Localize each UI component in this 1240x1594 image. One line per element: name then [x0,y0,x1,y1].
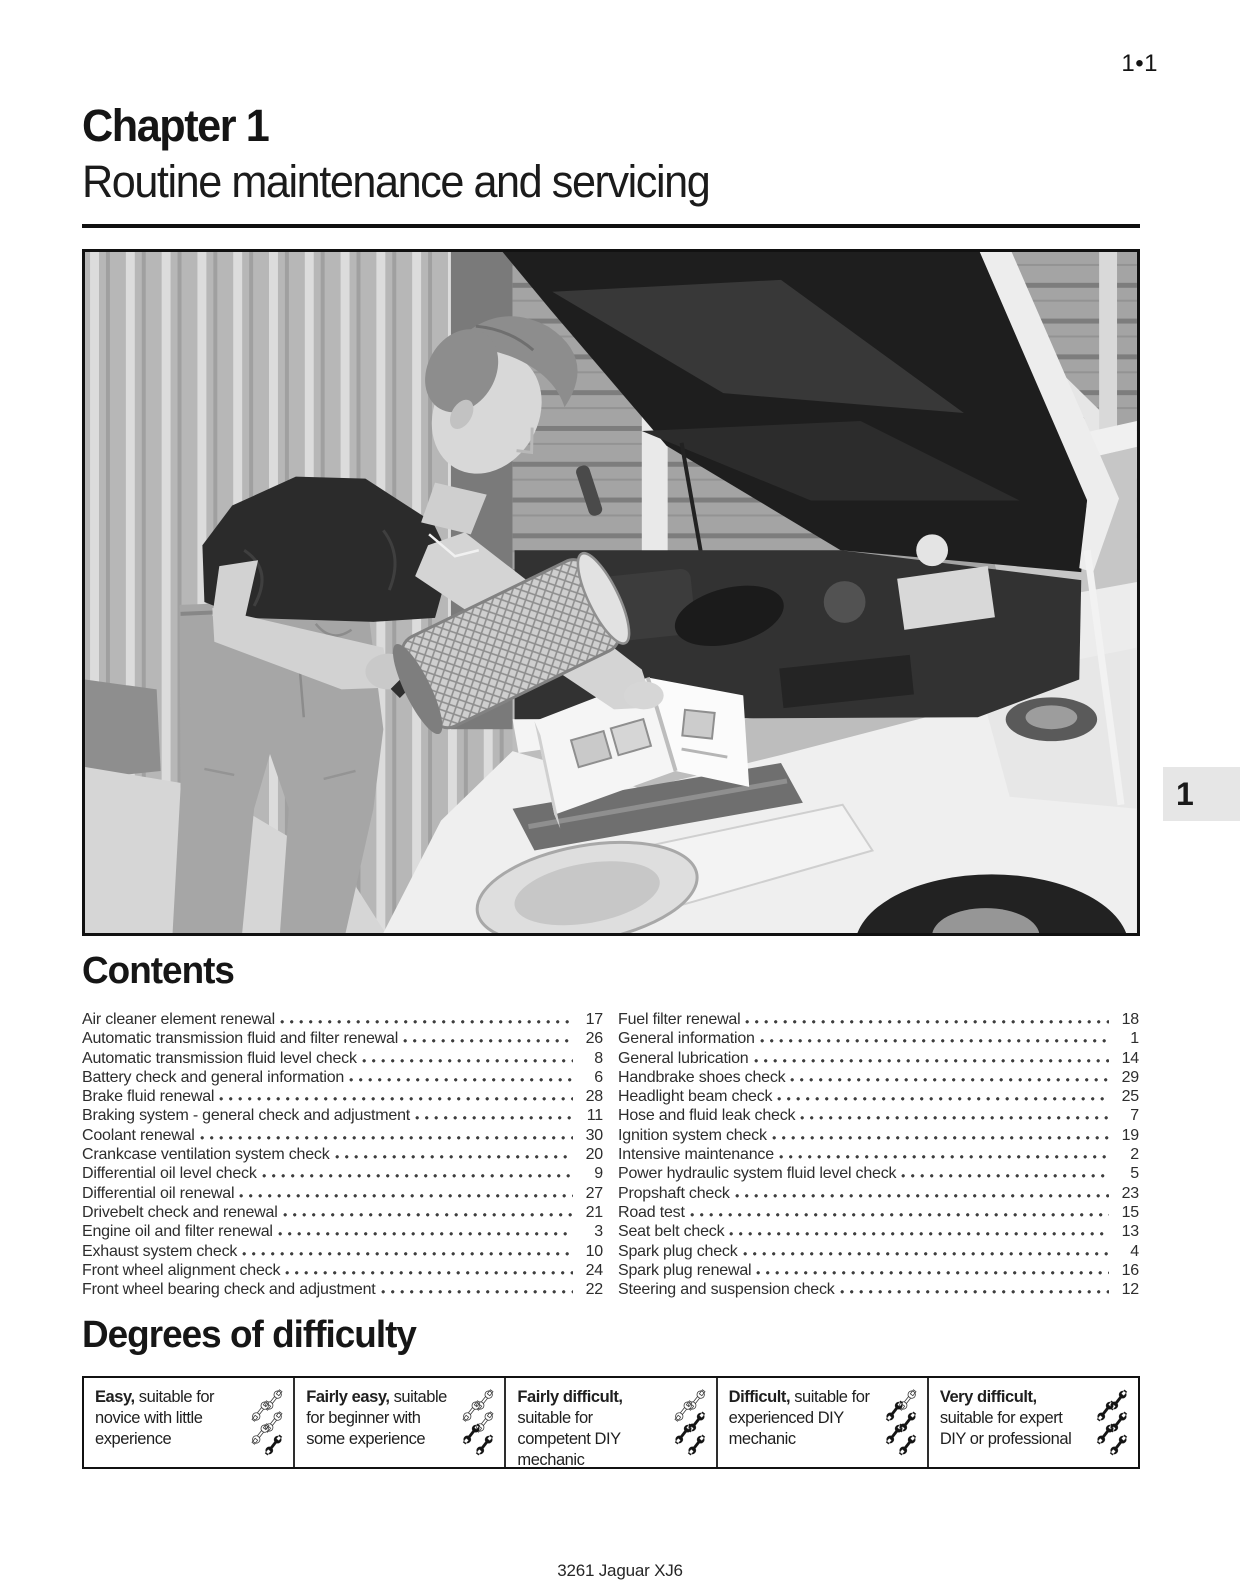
chapter-title: Chapter 1 [82,100,269,151]
toc-item-page: 23 [1121,1184,1139,1202]
toc-item [82,1242,603,1261]
difficulty-level-name: Difficult, [728,1388,791,1406]
toc-item-label: Automatic transmission fluid level check [82,1049,357,1067]
spanner-rating [879,1387,925,1461]
toc-item-page: 21 [585,1203,603,1221]
toc-item-label: Engine oil and filter renewal [82,1223,273,1241]
chapter-thumb-tab: 1 [1163,767,1240,821]
toc-item-label: Ignition system check [618,1126,767,1144]
difficulty-level-text [940,1387,1090,1461]
toc-item [82,1126,603,1145]
toc-item-label: Air cleaner element renewal [82,1011,275,1028]
spanner-rating [245,1387,291,1461]
toc-item-page: 24 [585,1261,603,1279]
difficulty-level [927,1378,1138,1467]
difficulty-level [84,1378,293,1467]
toc-item-page: 6 [594,1068,603,1086]
toc-dotted-leader [403,1039,573,1043]
toc-item [82,1106,603,1125]
toc-right-column [618,1010,1139,1299]
toc-item [82,1203,603,1222]
toc-item [82,1184,603,1203]
difficulty-heading: Degrees of difficulty [82,1314,416,1356]
chapter-subtitle: Routine maintenance and servicing [82,156,710,207]
toc-item-page: 8 [594,1049,603,1067]
difficulty-level-name: Very difficult, [939,1388,1037,1406]
difficulty-level-text [517,1387,667,1469]
difficulty-level-text [729,1387,879,1461]
toc-dotted-leader [743,1252,1109,1256]
toc-dotted-leader [381,1290,573,1294]
toc-item-label: Drivebelt check and renewal [82,1203,278,1221]
toc-dotted-leader [735,1194,1109,1198]
toc-item-label: Battery check and general information [82,1068,345,1086]
toc-item-page: 3 [594,1223,603,1241]
difficulty-section [82,1314,1140,1469]
toc-item [618,1261,1139,1280]
toc-item [82,1280,603,1299]
toc-dotted-leader [415,1116,573,1120]
toc-item [82,1087,603,1106]
toc-item-page: 11 [586,1107,603,1125]
difficulty-level-text [306,1387,456,1461]
toc-item [618,1049,1139,1068]
toc-dotted-leader [754,1059,1110,1063]
photo-mechanic-engine-bay [82,249,1140,936]
toc-dotted-leader [800,1116,1109,1120]
toc-item-page: 2 [1130,1146,1139,1164]
toc-item-label: Seat belt check [618,1223,725,1241]
photo-illustration [85,252,1137,933]
toc-item-label: Differential oil renewal [82,1184,235,1202]
toc-dotted-leader [772,1136,1109,1140]
toc-item-label: Crankcase ventilation system check [82,1146,330,1164]
toc-item-page: 17 [585,1011,603,1028]
toc-item [618,1280,1139,1299]
toc-item-page: 15 [1121,1203,1139,1221]
toc-item [618,1184,1139,1203]
toc-dotted-leader [840,1290,1109,1294]
toc-item [618,1242,1139,1261]
toc-item [82,1068,603,1087]
chapter-header [82,100,1140,208]
toc-item-label: General information [618,1030,755,1048]
toc-item-label: Automatic transmission fluid and filter renewal [82,1030,399,1048]
toc-item [82,1029,603,1048]
toc-dotted-leader [335,1155,573,1159]
toc-item [82,1164,603,1183]
difficulty-level [716,1378,927,1467]
toc-dotted-leader [760,1039,1109,1043]
toc-item-page: 10 [585,1242,603,1260]
toc-dotted-leader [239,1194,573,1198]
toc-item-page: 12 [1121,1281,1139,1299]
toc-item [82,1049,603,1068]
toc-item-page: 20 [585,1146,603,1164]
difficulty-level-description: suitable for beginner with some experience [306,1388,447,1448]
toc-item-page: 22 [585,1281,603,1299]
toc-item-label: Coolant renewal [82,1126,195,1144]
spanner-rating [1090,1387,1136,1461]
toc-item-label: Front wheel alignment check [82,1261,281,1279]
toc-dotted-leader [219,1097,573,1101]
toc-dotted-leader [285,1271,573,1275]
toc-item-label: Road test [618,1203,685,1221]
toc-item-label: Intensive maintenance [618,1146,774,1164]
toc-item-label: Spark plug check [618,1242,738,1260]
toc-dotted-leader [690,1213,1109,1217]
difficulty-level [504,1378,715,1467]
toc-item-label: Brake fluid renewal [82,1088,215,1106]
toc-dotted-leader [242,1252,573,1256]
toc-item-label: Hose and fluid leak check [618,1107,796,1125]
toc-item-page: 1 [1130,1030,1139,1048]
toc-item-page: 27 [585,1184,603,1202]
toc-dotted-leader [262,1174,573,1178]
toc-dotted-leader [729,1232,1109,1236]
toc-item [618,1087,1139,1106]
toc-item-label: Power hydraulic system fluid level check [618,1165,897,1183]
toc-item-page: 30 [585,1126,603,1144]
toc-item-page: 7 [1130,1107,1139,1125]
toc-item-label: Steering and suspension check [618,1281,835,1299]
difficulty-box [82,1376,1140,1469]
difficulty-level [293,1378,504,1467]
toc-item [82,1222,603,1241]
toc-item-label: Fuel filter renewal [618,1011,741,1028]
toc-item [618,1203,1139,1222]
toc-dotted-leader [790,1078,1109,1082]
toc-left-column [82,1010,603,1299]
toc-item-page: 9 [594,1165,603,1183]
difficulty-level-name: Fairly easy, [306,1388,390,1406]
toc-item [618,1106,1139,1125]
toc-item-page: 26 [585,1030,603,1048]
difficulty-level-description: suitable for experienced DIY mechanic [728,1388,870,1448]
difficulty-level-name: Fairly difficult, [517,1388,623,1406]
contents-heading: Contents [82,950,234,992]
toc-item-page: 18 [1121,1011,1139,1028]
toc-item-label: Spark plug renewal [618,1261,752,1279]
difficulty-level-description: suitable for novice with little experience [95,1388,215,1448]
toc-dotted-leader [777,1097,1109,1101]
toc-item-page: 13 [1121,1223,1139,1241]
toc-item-label: Braking system - general check and adjustment [82,1107,411,1125]
toc-item [618,1029,1139,1048]
toc-dotted-leader [349,1078,573,1082]
toc-item [618,1126,1139,1145]
toc-item [82,1145,603,1164]
toc-item-page: 28 [585,1088,603,1106]
toc-dotted-leader [745,1020,1109,1024]
toc-item [618,1068,1139,1087]
toc-item-label: Propshaft check [618,1184,730,1202]
toc-item [82,1010,603,1029]
toc-item-page: 16 [1121,1261,1139,1279]
toc-item-label: Handbrake shoes check [618,1068,786,1086]
spanner-rating [668,1387,714,1461]
toc-item [618,1222,1139,1241]
toc-item-page: 19 [1121,1126,1139,1144]
toc-item-page: 5 [1130,1165,1139,1183]
difficulty-level-text [95,1387,245,1461]
toc-item-label: Front wheel bearing check and adjustment [82,1281,376,1299]
toc-item-label: Headlight beam check [618,1088,773,1106]
toc-item [618,1010,1139,1029]
toc-dotted-leader [278,1232,573,1236]
header-rule [82,224,1140,228]
toc-item [618,1164,1139,1183]
toc-item-label: Differential oil level check [82,1165,257,1183]
toc-item [82,1261,603,1280]
toc-dotted-leader [280,1020,573,1024]
difficulty-level-name: Easy, [95,1388,135,1406]
difficulty-level-description: suitable for competent DIY mechanic [517,1408,621,1469]
toc-dotted-leader [901,1174,1109,1178]
toc-dotted-leader [779,1155,1109,1159]
toc-item-label: General lubrication [618,1049,749,1067]
toc-dotted-leader [283,1213,573,1217]
toc-item-page: 4 [1130,1242,1139,1260]
page-number: 1•1 [1121,50,1158,77]
toc-item-page: 29 [1121,1068,1139,1086]
footer-imprint: 3261 Jaguar XJ6 [557,1561,683,1580]
toc-item-page: 25 [1121,1088,1139,1106]
toc-dotted-leader [200,1136,573,1140]
contents-section [82,950,1140,1299]
spanner-rating [456,1387,502,1461]
toc-item-label: Exhaust system check [82,1242,238,1260]
toc-item [618,1145,1139,1164]
toc-item-page: 14 [1121,1049,1139,1067]
toc-dotted-leader [362,1059,573,1063]
toc-dotted-leader [756,1271,1109,1275]
difficulty-level-description: suitable for expert DIY or professional [939,1408,1072,1448]
